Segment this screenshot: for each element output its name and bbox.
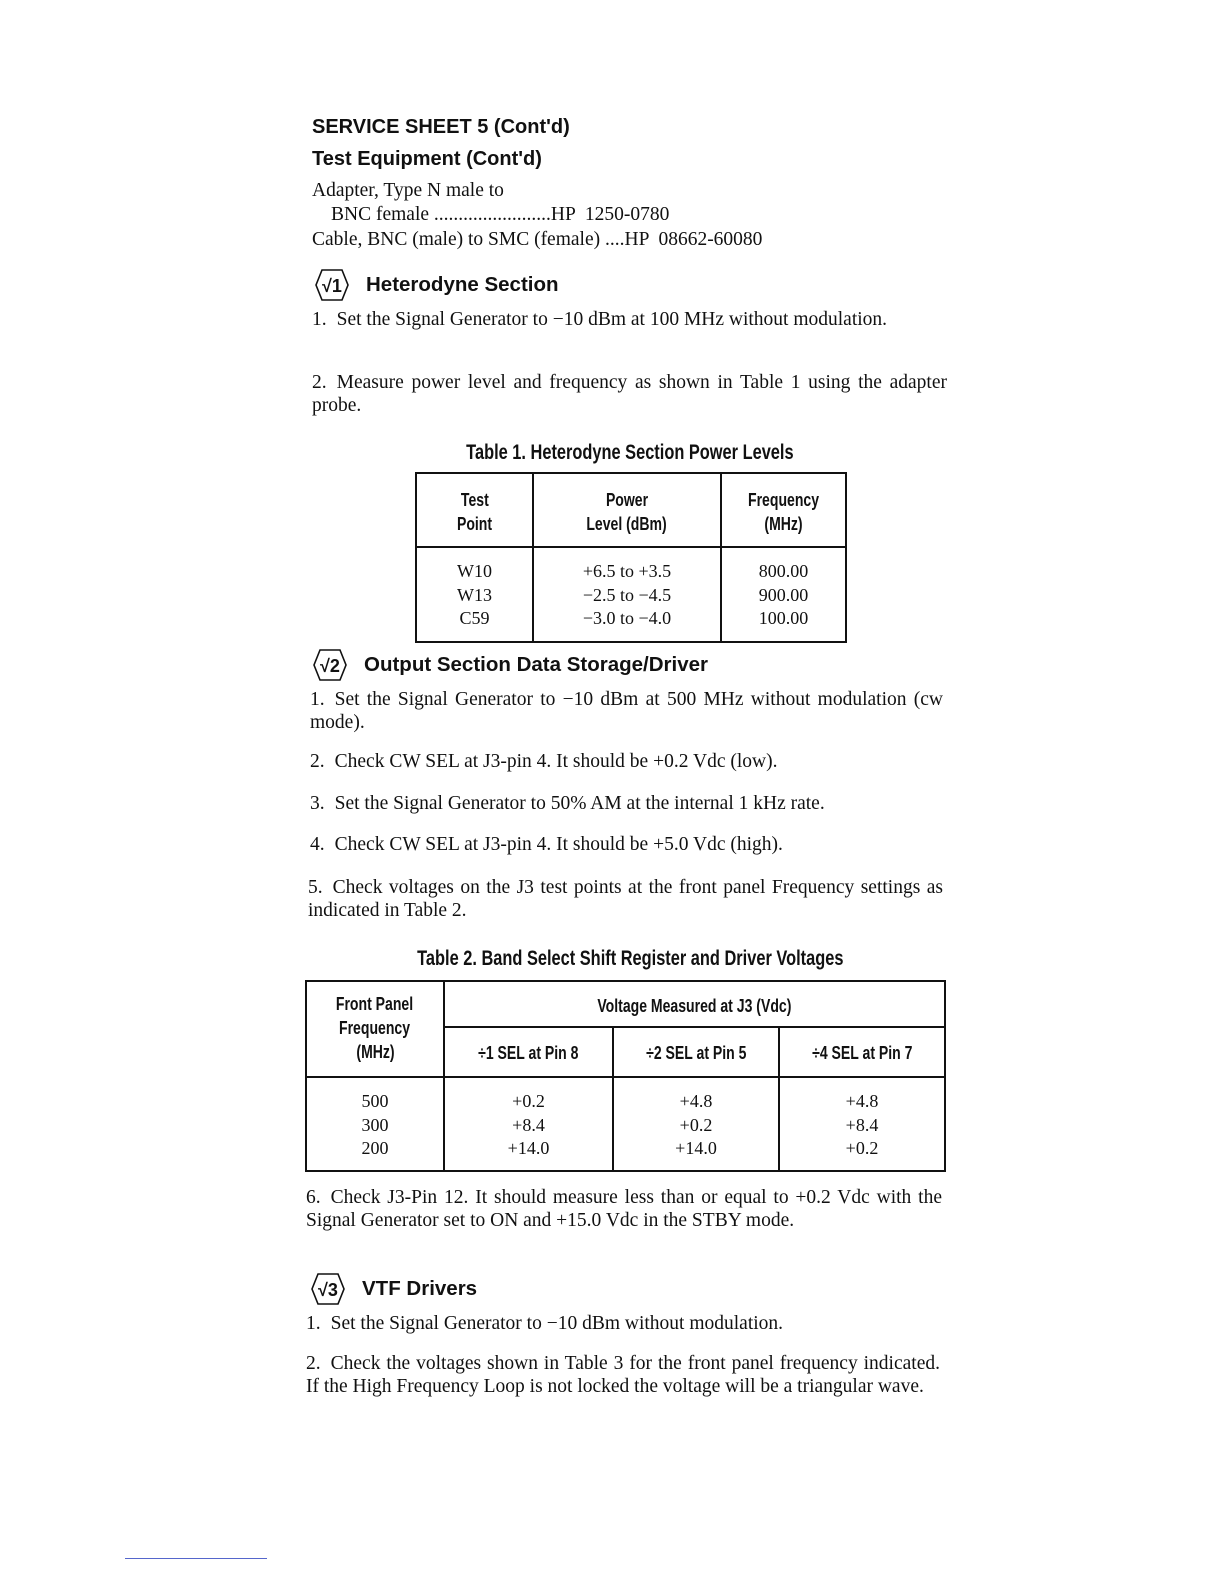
section-title: Output Section Data Storage/Driver: [364, 653, 709, 676]
table-header-cell: Power Level (dBm): [586, 490, 668, 534]
check-step-badge-icon: [308, 648, 352, 682]
step-paragraph: 5. Check voltages on the J3 test points at the front panel Frequency settings as indicated in Table 2.: [308, 877, 943, 921]
section-heading: [310, 268, 559, 302]
step-paragraph: 2. Check the voltages shown in Table 3 for the front panel frequency indicated. If the High Frequency Loop is not locked the voltage will be a triangular wave.: [306, 1353, 940, 1397]
table-caption: Table 2. Band Select Shift Register and Driver Voltages: [416, 947, 844, 970]
sheet-title: SERVICE SHEET 5 (Cont'd): [312, 116, 570, 138]
footer-rule: [125, 1558, 267, 1559]
table-column: W10 W13 C59: [457, 561, 492, 628]
table-header-cell: ÷2 SEL at Pin 5: [645, 1043, 747, 1063]
step-paragraph: 1. Set the Signal Generator to −10 dBm at 100 MHz without modulation.: [312, 309, 888, 330]
check-step-badge-icon: [310, 268, 354, 302]
table-header-cell: Test Point: [456, 490, 493, 534]
step-paragraph: 1. Set the Signal Generator to −10 dBm without modulation.: [306, 1313, 784, 1334]
equipment-line: BNC female ........................HP 1250-0780: [331, 204, 670, 225]
table-band-select-voltages: [305, 980, 946, 1172]
table-column: 800.00 900.00 100.00: [758, 561, 809, 628]
table-column: +0.2 +8.4 +14.0: [507, 1091, 550, 1158]
svg-text:√3: √3: [318, 1280, 338, 1300]
table-header-cell: Front Panel Frequency (MHz): [336, 994, 414, 1062]
svg-text:√1: √1: [322, 276, 342, 296]
check-step-badge-icon: [306, 1272, 350, 1306]
section-title: VTF Drivers: [362, 1277, 478, 1300]
table-header-cell: ÷1 SEL at Pin 8: [478, 1043, 579, 1063]
step-paragraph: 6. Check J3-Pin 12. It should measure less than or equal to +0.2 Vdc with the Signal Generator set to ON and +15.0 Vdc in the STBY mode.: [306, 1187, 942, 1231]
section-heading: [306, 1272, 477, 1306]
step-paragraph: 1. Set the Signal Generator to −10 dBm at 500 MHz without modulation (cw mode).: [310, 689, 943, 733]
equipment-title: Test Equipment (Cont'd): [312, 148, 542, 170]
table-column: +4.8 +8.4 +0.2: [845, 1091, 879, 1158]
step-paragraph: 3. Set the Signal Generator to 50% AM at the internal 1 kHz rate.: [310, 793, 825, 814]
table-header-cell: Frequency (MHz): [747, 490, 820, 534]
table-column: +4.8 +0.2 +14.0: [675, 1091, 717, 1158]
equipment-line: Cable, BNC (male) to SMC (female) ....HP 08662-60080: [312, 229, 763, 250]
table-heterodyne-power-levels: [415, 472, 847, 643]
table-column: +6.5 to +3.5 −2.5 to −4.5 −3.0 to −4.0: [582, 561, 672, 628]
table-column: 500 300 200: [361, 1091, 389, 1158]
section-heading: [308, 648, 708, 682]
table-caption: Table 1. Heterodyne Section Power Levels: [466, 441, 794, 464]
svg-text:√2: √2: [320, 656, 340, 676]
table-group-header: Voltage Measured at J3 (Vdc): [597, 996, 792, 1016]
equipment-line: Adapter, Type N male to: [312, 180, 504, 201]
step-paragraph: 2. Check CW SEL at J3-pin 4. It should be +0.2 Vdc (low).: [310, 751, 778, 772]
step-paragraph: 4. Check CW SEL at J3-pin 4. It should be +5.0 Vdc (high).: [310, 834, 783, 855]
section-title: Heterodyne Section: [366, 273, 559, 296]
step-paragraph: 2. Measure power level and frequency as shown in Table 1 using the adapter probe.: [312, 372, 947, 416]
table-header-cell: ÷4 SEL at Pin 7: [811, 1043, 913, 1063]
